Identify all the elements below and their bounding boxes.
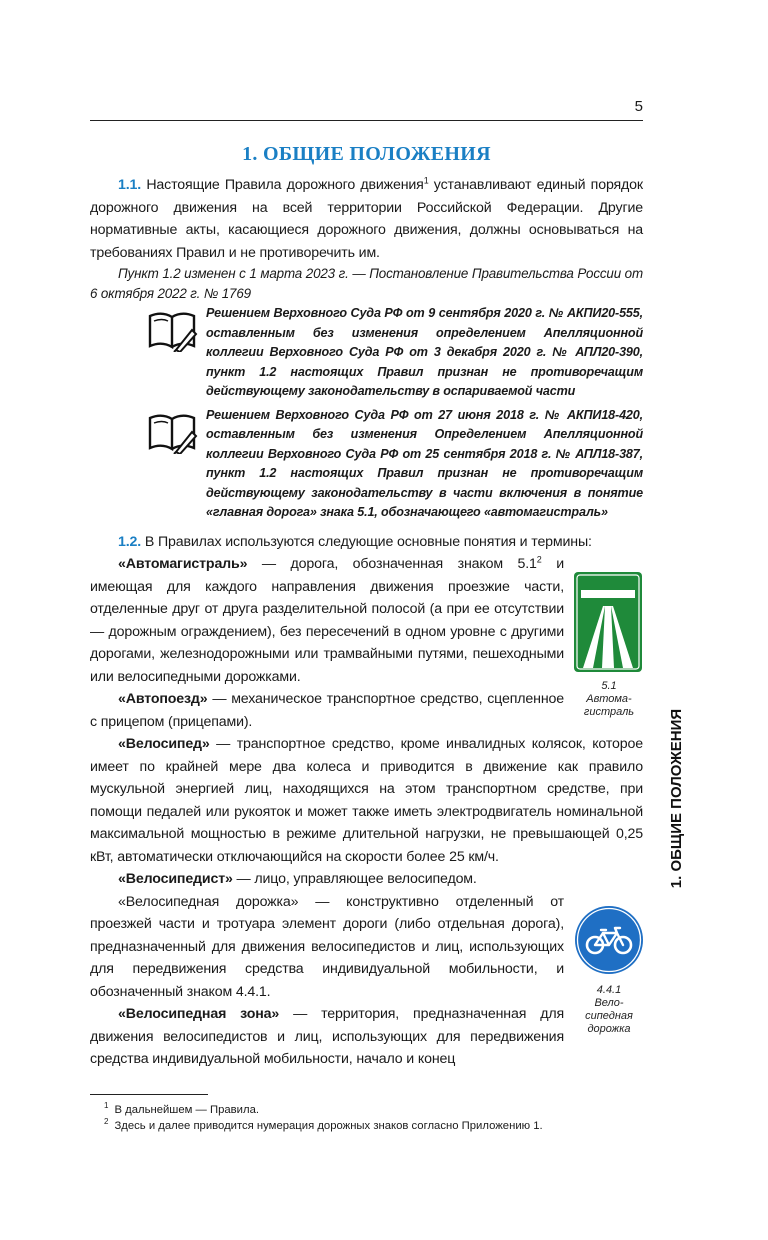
sign-name: дорожка [587, 1023, 631, 1035]
term-text: — механическое транспортное средство, сцепленное с прицепом (прицепами). [90, 691, 564, 730]
term-name: «Автопоезд» [118, 691, 208, 707]
term-text: и имеющая для каждого направления движения проезжие части, отделенные друг от друга разделительной полосой (а при ее отсутствии — дорожным ограждением), без пересечений в одном уровне с другими дорогами, железнодорожными или трамвайными путями, пешеходными или велосипедными дорожками. [90, 556, 564, 685]
term-text: — территория, предназначенная для движения велосипедистов и лиц, использующих для передвижения средства индивидуальной мобильности, начало и конец [90, 1006, 564, 1067]
footnote-ref[interactable]: 1 [423, 175, 429, 186]
header-rule [90, 120, 643, 121]
footnotes [104, 1102, 543, 1134]
footnote-ref[interactable]: 2 [536, 554, 542, 565]
court-note [90, 304, 643, 402]
term-bike-zone [90, 1003, 564, 1071]
term-text: — лицо, управляющее велосипедом. [232, 871, 477, 887]
term-bicycle [90, 733, 643, 868]
page-body [90, 174, 643, 1071]
book-pen-icon [148, 306, 198, 352]
page-number: 5 [634, 98, 643, 115]
term-bike-path [90, 891, 564, 1004]
chapter-title: 1. ОБЩИЕ ПОЛОЖЕНИЯ [242, 143, 491, 165]
section-number: 1.2. [118, 533, 142, 550]
book-pen-icon [148, 408, 198, 454]
sign-code: 5.1 [601, 680, 617, 692]
sign-name: Автома- [586, 693, 632, 705]
term-text: — транспортное средство, кроме инвалидных колясок, которое имеет по крайней мере два колеса и приводится в движение как правило мускульной энергией лиц, находящихся на этом транспортном средстве, при помощи педалей или рукояток и может также иметь электродвигатель номинальной максимальной мощностью в режиме длительной нагрузки, не превышающей 0,25 кВт, автоматически отключающийся на скорости более 25 км/ч. [90, 736, 643, 865]
sign-name: Вело- [594, 997, 624, 1009]
sign-name: сипедная [585, 1010, 633, 1022]
court-note [90, 406, 643, 523]
term-highway [90, 553, 564, 688]
court-note-text: Решением Верховного Суда РФ от 27 июня 2018 г. № АКПИ18-420, оставленным без изменения Определением Апелляционной коллегии Верховного Суда РФ от 25 сентября 2018 г. № АПЛ18-387, пункт 1.2 настоящих Правил признан не противоречащим действующему законодательству в части включения в понятие «главная дорога» знака 5.1, обозначающего «автомагистраль» [206, 407, 643, 519]
footnote-text: В дальнейшем — Правила. [114, 1104, 260, 1116]
footnote-number: 1 [104, 1101, 109, 1111]
term-name: «Автомагистраль» [118, 556, 248, 572]
section-number: 1.1. [118, 177, 142, 193]
section-1-1 [90, 174, 643, 264]
bicycle-sign-icon [574, 905, 644, 975]
section-1-2 [90, 531, 643, 554]
term-text: — дорога, обозначенная знаком 5.1 [247, 556, 537, 572]
side-tab-label: 1. ОБЩИЕ ПОЛОЖЕНИЯ [668, 708, 686, 888]
highway-sign [574, 572, 644, 719]
term-name: «Велосипед» [118, 736, 210, 752]
footnote-text: Здесь и далее приводится нумерация дорожных знаков согласно Приложению 1. [114, 1120, 543, 1132]
term-road-train [90, 688, 564, 733]
amendment-note: Пункт 1.2 изменен с 1 марта 2023 г. — Постановление Правительства России от 6 октября 2022 г. № 1769 [90, 266, 643, 301]
term-name: «Велосипедист» [118, 871, 233, 887]
term-name: «Велосипедная зона» [118, 1006, 280, 1022]
highway-sign-icon [574, 572, 642, 672]
section-text: В Правилах используются следующие основные понятия и термины: [141, 533, 592, 550]
term-cyclist [90, 868, 643, 891]
footnote [104, 1102, 543, 1118]
sign-name: гистраль [583, 706, 635, 718]
chapter-side-tab [664, 708, 690, 888]
bike-path-sign [574, 905, 644, 1036]
term-text: «Велосипедная дорожка» — конструктивно отделенный от проезжей части и тротуара элемент дороги (либо отдельная дорога), предназначенный для движения велосипедистов и лиц, использующих для передвижения средства индивидуальной мобильности, и обозначенный знаком 4.4.1. [90, 893, 564, 1000]
footnote-number: 2 [104, 1117, 109, 1127]
sign-code: 4.4.1 [596, 984, 622, 996]
footnote [104, 1118, 543, 1134]
section-text: Настоящие Правила дорожного движения [146, 177, 424, 193]
court-note-text: Решением Верховного Суда РФ от 9 сентября 2020 г. № АКПИ20-555, оставленным без изменения определением Апелляционной коллегии Верховного Суда РФ от 3 декабря 2020 г. № АПЛ20-390, пункт 1.2 настоящих Правил признан не противоречащим действующему законодательству в оспариваемой части [206, 306, 643, 398]
footnote-rule [90, 1094, 208, 1095]
section-text: устанавливают единый порядок дорожного движения на всей территории Российской Федерации. Другие нормативные акты, касающиеся дорожного движения, должны основываться на требованиях Правил и не противоречить им. [90, 177, 643, 261]
